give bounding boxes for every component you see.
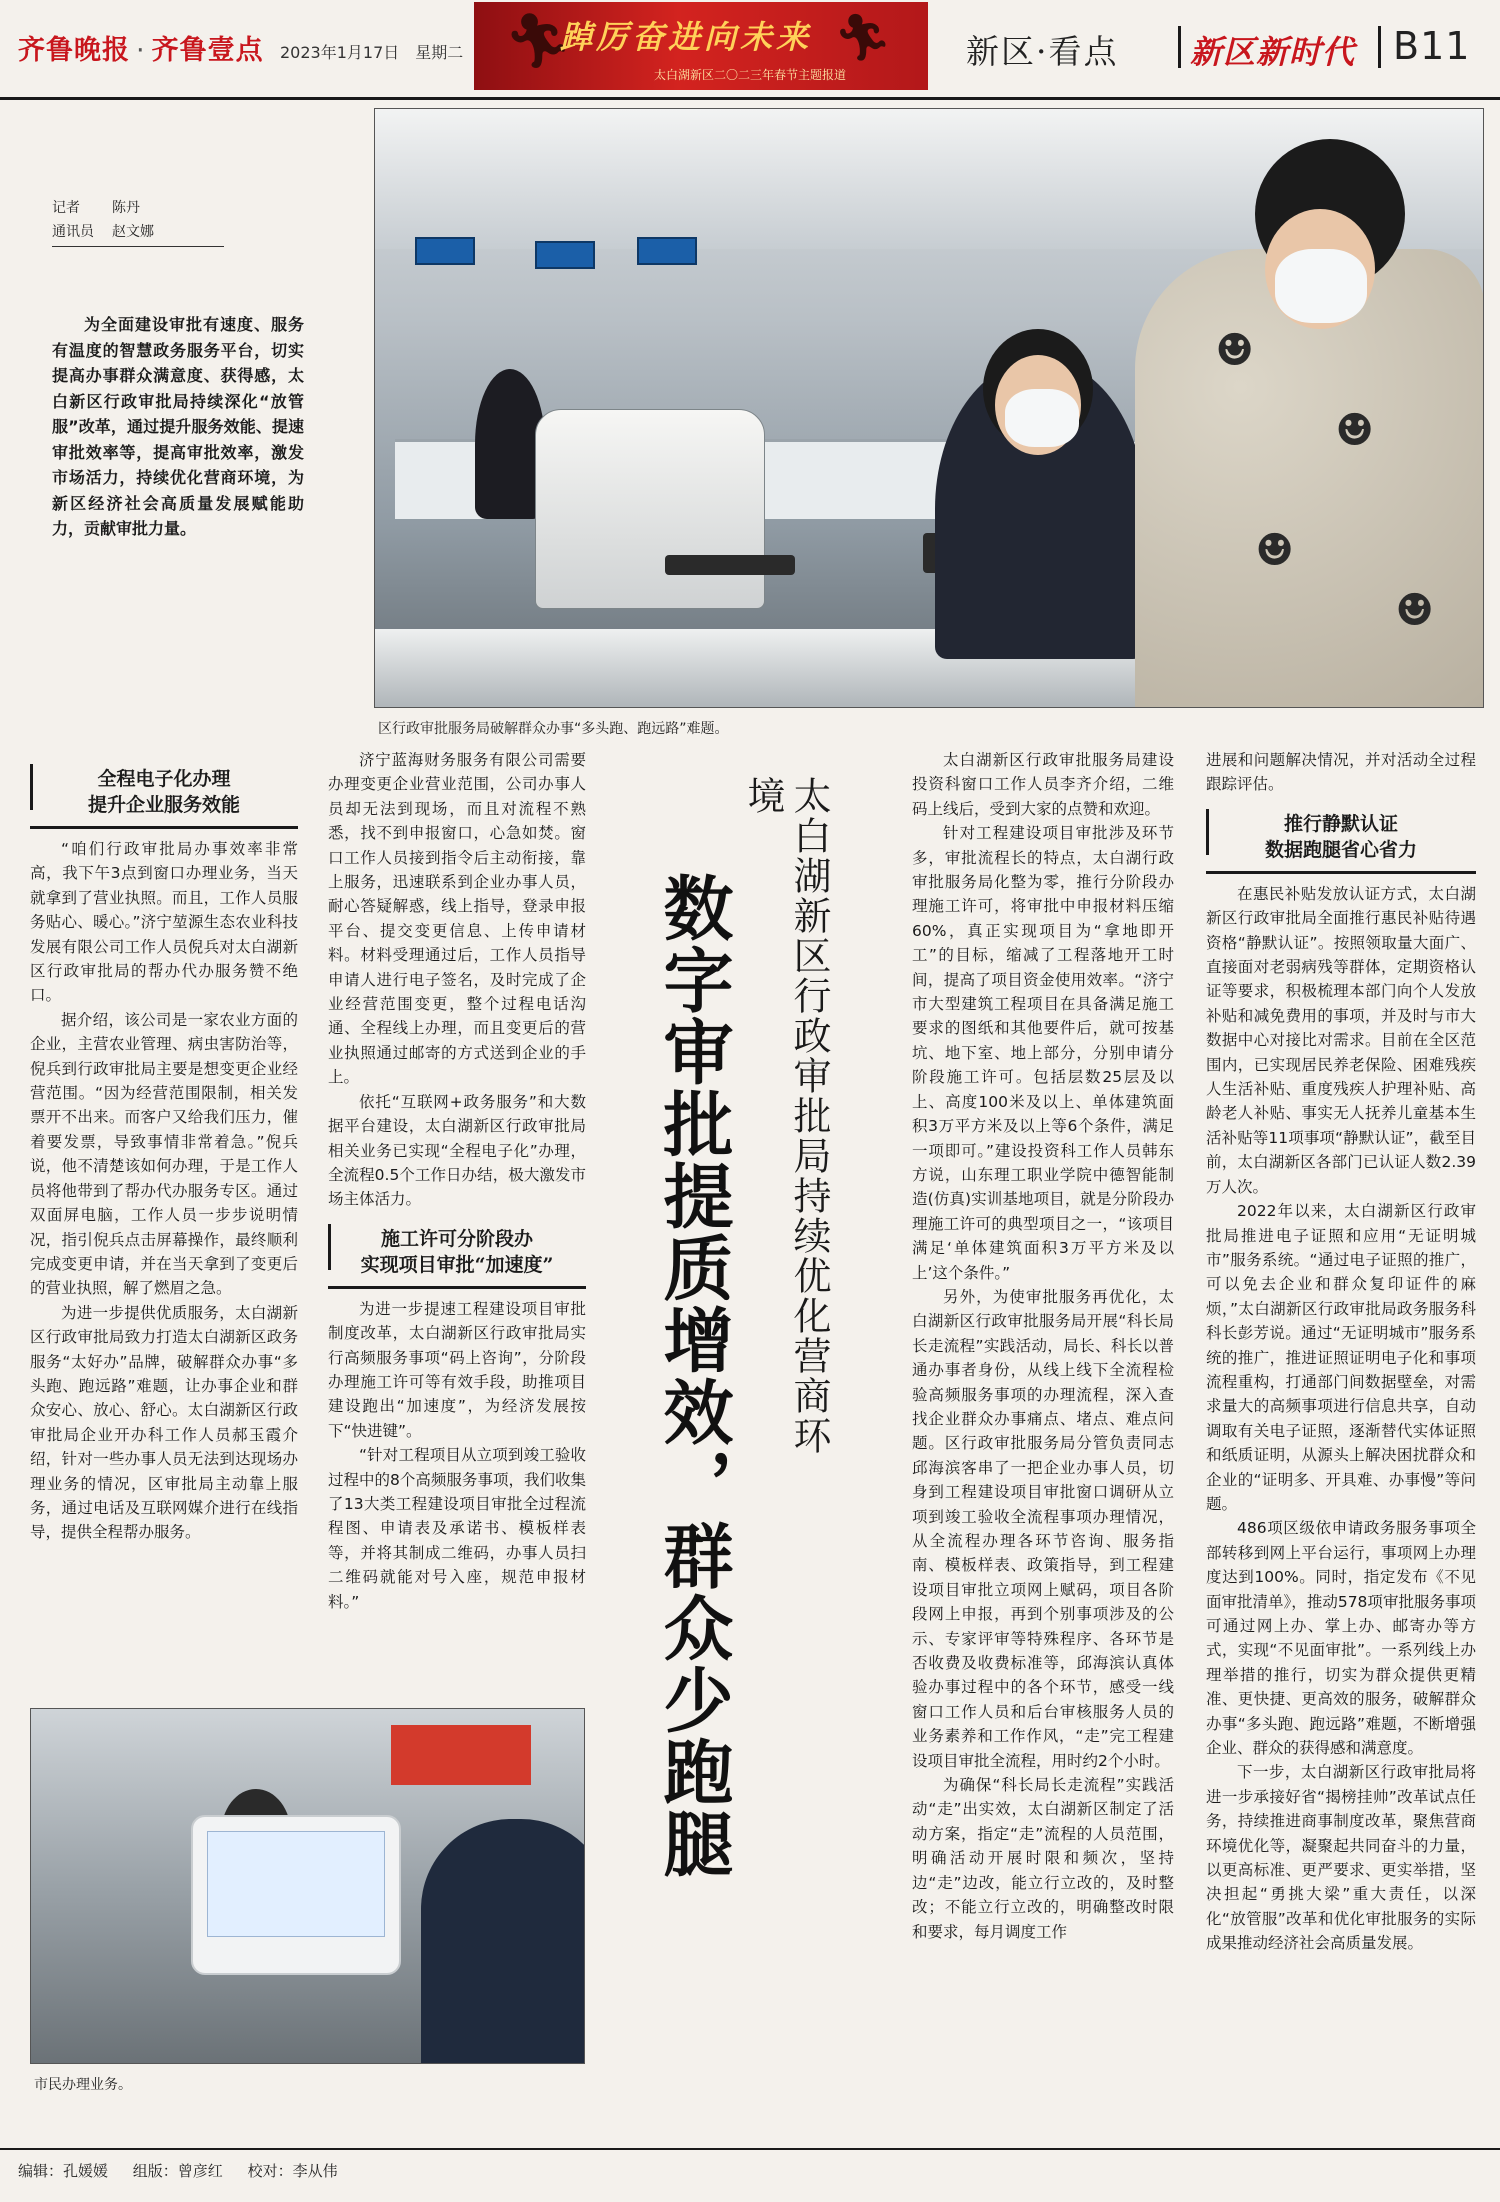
paragraph: 针对工程建设项目审批涉及环节多，审批流程长的特点，太白湖行政审批服务局化整为零，推行分阶段办理施工许可，将审批中申报材料压缩60%，真正实现项目为“拿地即开工”的目标，缩减了工程落地开工时间，提高了项目资金使用效率。“济宁市大型建筑工程项目在具备满足施工要求的图纸和其他要件后，就可按基坑、地下室、地上部分，分别申请分阶段施工许可。包括层数25层及以上、高度100米及以上、单体建筑面积3万平方米及以上等6个条件，满足一项即可。”建设投资科工作人员韩东方说，山东理工职业学院中德智能制造(仿真)实训基地项目，就是分阶段办理施工许可的典型项目之一，“该项目满足‘单体建筑面积3万平方米及以上’这个条件。” [912,824,1174,1282]
paragraph: 另外，为使审批服务再优化，太白湖新区行政审批服务局开展“科长局长走流程”实践活动，局长、科长以普通办事者身份，从线上线下全流程检验高频服务事项的办理流程，深入查找企业群众办事痛点、堵点、难点问题。区行政审批服务局分管负责同志邱海滨客串了一把企业办事人员，切身到工程建设项目审批窗口调研从立项到竣工验收全流程事项办理情况，从全流程办理各环节咨询、服务指南、模板样表、政策指导，到工程建设项目审批立项网上赋码，项目各阶段网上申报，再到个别事项涉及的公示、专家评审等特殊程序、各环节是否收费及收费标准等，邱海滨认真体验办事过程中的各个环节，感受一线窗口工作人员和后台审核服务人员的业务素养和工作作风，“走”完工程建设项目审批全流程，用时约2个小时。 [912,1287,1174,1770]
paragraph: 2022年以来，太白湖新区行政审批局推进电子证照和应用“无证明城市”服务系统。“通过电子证照的推广，可以免去企业和群众复印证件的麻烦，”太白湖新区行政审批局政务服务科科长彭芳说。通过“无证明城市”服务系统的推广，推进证照证明电子化和事项流程重构，打通部门间数据壁垒，对需求量大的高频事项进行信息共享，自动调取有关电子证照，逐渐替代实体证照和纸质证明，从源头上解决困扰群众和企业的“证明多、开具难、办事慢”等问题。 [1206,1202,1476,1513]
layout-credit: 组版：曾彦红 [132,2162,223,2180]
keyboard [665,555,795,575]
paragraph: 依托“互联网+政务服务”和大数据平台建设，太白湖新区行政审批局相关业务已实现“全程电子化”办理，全流程0.5个工作日办结，极大激发市场主体活力。 [328,1092,586,1209]
headline: 数字审批提质增效，群众少跑腿 [652,872,735,1880]
article-column-1 [30,752,298,1545]
banner-subtitle: 太白湖新区二〇二三年春节主题报道 [654,68,847,82]
paragraph: 为进一步提速工程建设项目审批制度改革，太白湖新区行政审批局实行高频服务事项“码上咨询”，分阶段办理施工许可等有效手段，助推项目建设跑出“加速度”，为经济发展按下“快进键”。 [328,1299,586,1440]
paragraph: 据介绍，该公司是一家农业方面的企业，主营农业管理、病虫害防治等，倪兵到行政审批局主要是想变更企业经营范围。“因为经营范围限制，相关发票开不出来。而客户又给我们压力，催着要发票，导致事情非常着急。”倪兵说，他不清楚该如何办理，于是工作人员将他带到了帮办代办服务专区。通过双面屏电脑，工作人员一步步说明情况，指引倪兵点击屏幕操作，最终顺利完成变更申请，并在当天拿到了变更后的营业执照，解了燃眉之急。 [30,1010,298,1298]
date-text: 2023年1月17日 [280,43,400,62]
footer-rule [0,2148,1500,2150]
section-heading: 推行静默认证 数据跑腿省心省力 [1206,803,1476,874]
paragraph: 下一步，太白湖新区行政审批局将进一步承接好省“揭榜挂帅”改革试点任务，持续推进商事制度改革，聚焦营商环境优化等，凝聚起共同奋斗的力量，以更高标准、更严要求、更实举措，坚决担起“勇挑大梁”重大责任，以深化“放管服”改革和优化审批服务的实际成果推动经济社会高质量发展。 [1206,1763,1476,1953]
banner-slogan: 踔厉奋进向未来 [560,18,813,56]
paragraph: “针对工程项目从立项到竣工验收过程中的8个高频服务事项，我们收集了13大类工程建设项目审批全过程流程图、申请表及承诺书、模板样表等，并将其制成二维码，办事人员扫二维码就能对号入座，规范申报材料。” [328,1446,586,1611]
festival-banner [474,2,928,90]
paragraph: 进展和问题解决情况，并对活动全过程跟踪评估。 [1206,751,1476,794]
runner-icon: 🏃︎ [504,9,573,72]
article-column-4 [1206,748,1476,1956]
section-heading: 全程电子化办理 提升企业服务效能 [30,758,298,829]
proof-credit: 校对：李从伟 [247,2162,338,2180]
cartoon-pattern: ☻ [1215,325,1255,376]
main-photo-caption: 区行政审批服务局破解群众办事“多头跑、跑远路”难题。 [378,721,729,737]
paragraph: 486项区级依申请政务服务事项全部转移到网上平台运行，事项网上办理度达到100%。同时，指定发布《不见面审批清单》，推动578项审批服务事项可通过网上办、掌上办、邮寄办等方式，实现“不见面审批”。一系列线上办理举措的推行，切实为群众提供更精准、更快捷、更高效的服务，破解群众办事“多头跑、跑远路”难题，不断增强企业、群众的获得感和满意度。 [1206,1519,1476,1758]
weekday-text: 星期二 [415,43,464,62]
brand-right: 齐鲁壹点 [151,35,264,66]
paragraph: 太白湖新区行政审批服务局建设投资科窗口工作人员李齐介绍，二维码上线后，受到大家的点赞和欢迎。 [912,751,1174,818]
divider [1378,26,1381,68]
paragraph: “咱们行政审批局办事效率非常高，我下午3点到窗口办理业务，当天就拿到了营业执照。而且，工作人员服务贴心、暖心。”济宁堃源生态农业科技发展有限公司工作人员倪兵对太白湖新区行政审批局的帮办代办服务赞不绝口。 [30,840,298,1005]
secondary-photo [30,1708,585,2064]
notice-board [391,1725,531,1785]
editor-credit: 编辑：孔媛媛 [18,2162,109,2180]
main-photo [374,108,1484,708]
page-footer [18,2160,358,2181]
face-mask [1005,389,1079,447]
paragraph: 在惠民补贴发放认证方式，太白湖新区行政审批局全面推行惠民补贴待遇资格“静默认证”。按照领取量大面广、直接面对老弱病残等群体，定期资格认证等要求，积极梳理本部门向个人发放补贴和减免费用的事项，并及时与市大数据中心对接比对需求。目前在全区范围内，已实现居民养老保险、困难残疾人生活补贴、重度残疾人护理补贴、高龄老人补贴、事实无人抚养儿童基本生活补贴等11项事项“静默认证”，截至目前，太白湖新区各部门已认证人数2.39万人次。 [1206,884,1476,1196]
citizen-figure [421,1819,585,2064]
column-name: 新区新时代 [1190,33,1356,71]
newspaper-logo: 齐鲁晚报 · 齐鲁壹点 [18,35,264,66]
section-title: 新区·看点 [966,32,1119,71]
cartoon-pattern: ☻ [1335,405,1375,456]
byline [52,196,224,247]
cartoon-pattern: ☻ [1395,585,1435,636]
divider [1178,26,1181,68]
face-mask [1275,249,1367,323]
cartoon-pattern: ☻ [1255,525,1295,576]
terminal-screen [207,1831,385,1937]
lead-paragraph: 为全面建设审批有速度、服务有温度的智慧政务服务平台，切实提高办事群众满意度、获得感，太白新区行政审批局持续深化“放管服”改革，通过提升服务效能、提速审批效率等，提高审批效率，激发市场活力，持续优化营商环境，为新区经济社会高质量发展赋能助力，贡献审批力量。 [52,315,304,538]
paragraph: 济宁蓝海财务服务有限公司需要办理变更企业营业范围，公司办事人员却无法到现场，而且对流程不熟悉，找不到申报窗口，心急如焚。窗口工作人员接到指令后主动衔接，靠上服务，迅速联系到企业办事人员，耐心答疑解惑，线上指导，登录申报平台、提交变更信息、上传申请材料。材料受理通过后，工作人员指导申请人进行电子签名，及时完成了企业经营范围变更，整个过程电话沟通、全程线上办理，而且变更后的营业执照通过邮寄的方式送到企业的手上。 [328,751,586,1087]
brand-left: 齐鲁晚报 [18,35,130,66]
page-number: B11 [1393,24,1471,68]
correspondent-line: 通讯员 赵文娜 [52,224,154,240]
subtitle: 太白湖新区行政审批局持续优化营商环境 [741,776,831,1456]
paragraph: 为确保“科长局长走流程”实践活动“走”出实效，太白湖新区制定了活动方案，指定“走”流程的人员范围，明确活动开展时限和频次，坚持边“走”边改，能立行立改的，及时整改；不能立行立改的，明确整改时限和要求，每月调度工作 [912,1776,1174,1941]
reporter-line: 记者 陈丹 [52,200,140,216]
secondary-photo-caption: 市民办理业务。 [34,2077,132,2093]
article-column-2 [328,748,586,1614]
paragraph: 为进一步提供优质服务，太白湖新区行政审批局致力打造太白湖新区政务服务“太好办”品牌，破解群众办事“多头跑、跑远路”难题，让办事企业和群众安心、放心、舒心。太白湖新区行政审批局企业开办科工作人员郝玉霞介绍，针对一些办事人员无法到达现场办理业务的情况，区审批局主动靠上服务，通过电话及互联网媒介进行在线指导，提供全程帮办服务。 [30,1303,298,1542]
window-number-sign [415,237,475,265]
article-column-3 [912,748,1174,1944]
section-heading: 施工许可分阶段办 实现项目审批“加速度” [328,1218,586,1289]
self-service-kiosk [535,409,765,609]
double-screen-terminal [191,1815,401,1975]
issue-date [280,40,463,63]
window-number-sign [535,241,595,269]
window-number-sign [637,237,697,265]
masthead [0,0,1500,100]
runner-icon: 🏃︎ [833,10,892,64]
